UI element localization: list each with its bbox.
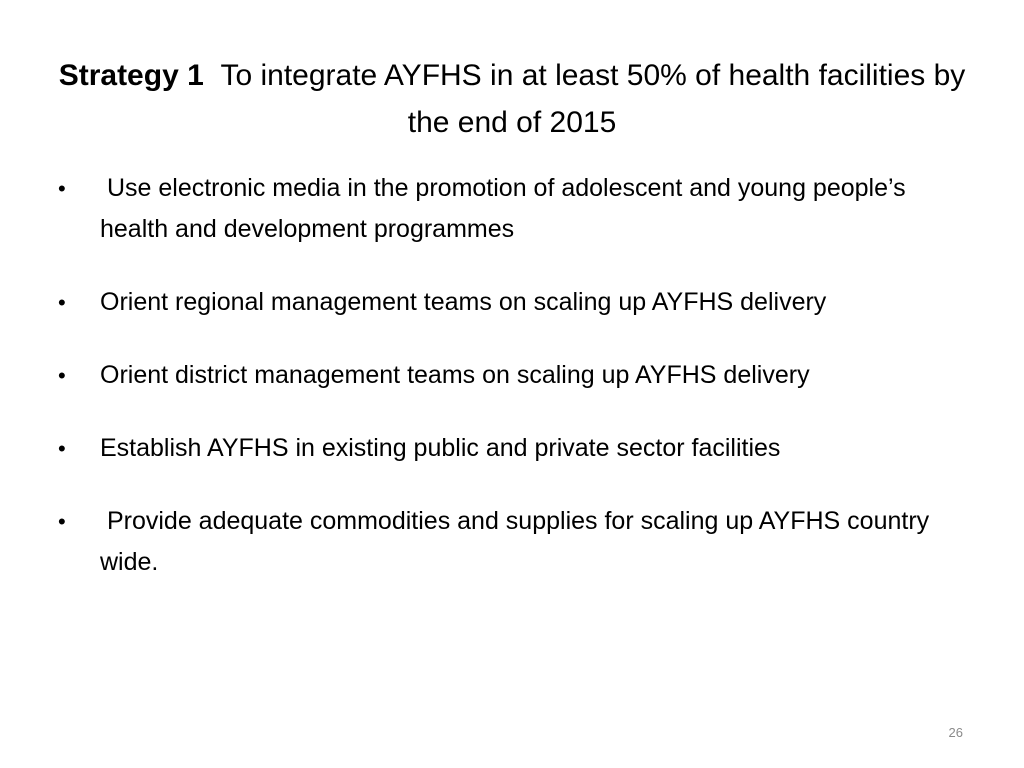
- bullet-list: [58, 168, 958, 583]
- slide-number: 26: [948, 725, 963, 740]
- bullet-item: [58, 355, 958, 396]
- title-strategy-label: Strategy 1: [58, 59, 204, 92]
- bullet-icon: •: [58, 436, 66, 461]
- bullet-icon: •: [58, 176, 66, 201]
- title-strategy-text: To integrate AYFHS in at least 50% of health facilities by the end of 2015: [220, 59, 966, 139]
- bullet-icon: •: [58, 509, 66, 534]
- bullet-item: [58, 168, 958, 250]
- bullet-text: Establish AYFHS in existing public and private sector facilities: [100, 434, 781, 462]
- slide-title: [50, 52, 974, 146]
- bullet-text: Provide adequate commodities and supplies for scaling up AYFHS country wide.: [100, 507, 937, 576]
- bullet-text: Use electronic media in the promotion of adolescent and young people’s health and development programmes: [100, 174, 913, 243]
- bullet-item: [58, 428, 958, 469]
- bullet-icon: •: [58, 363, 66, 388]
- bullet-text: Orient district management teams on scaling up AYFHS delivery: [100, 361, 810, 389]
- bullet-text: Orient regional management teams on scaling up AYFHS delivery: [100, 288, 827, 316]
- bullet-icon: •: [58, 290, 66, 315]
- bullet-item: [58, 282, 958, 323]
- bullet-item: [58, 501, 958, 583]
